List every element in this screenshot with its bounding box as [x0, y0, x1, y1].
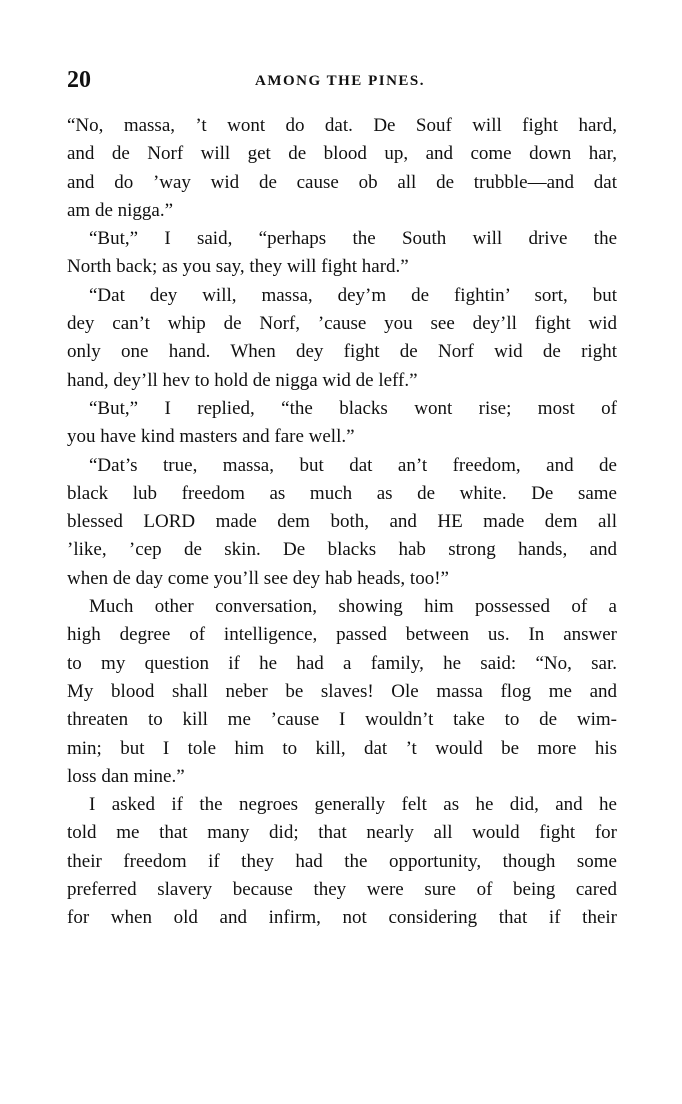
text-line: “No, massa, ’t wont do dat. De Souf will fight hard,: [67, 115, 617, 136]
text-line: My blood shall neber be slaves! Ole massa flog me and: [67, 680, 617, 702]
text-line: “Dat’s true, massa, but dat an’t freedom, and de: [89, 454, 617, 476]
text-line: blessed LORD made dem both, and HE made dem all: [67, 511, 617, 533]
text-line: min; but I tole him to kill, dat ’t would be more his: [67, 737, 617, 759]
text-line: Much other conversation, showing him possessed of a: [89, 596, 617, 618]
text-line: am de nigga.”: [67, 199, 174, 221]
text-line: and do ’way wid de cause ob all de trubble—and dat: [67, 171, 617, 193]
text-line: I asked if the negroes generally felt as he did, and he: [89, 794, 617, 816]
text-line: you have kind masters and fare well.”: [67, 426, 355, 448]
text-line: black lub freedom as much as de white. De same: [67, 482, 617, 504]
text-line: only one hand. When dey fight de Norf wid de right: [67, 341, 617, 363]
text-line: hand, dey’ll hev to hold de nigga wid de leff.”: [67, 369, 418, 391]
text-line: and de Norf will get de blood up, and come down har,: [67, 143, 617, 165]
text-line: “But,” I replied, “the blacks wont rise; most of: [89, 397, 617, 419]
text-line: their freedom if they had the opportunity, though some: [67, 850, 617, 872]
page-number: 20: [67, 67, 91, 93]
text-line: loss dan mine.”: [67, 765, 185, 787]
text-line: preferred slavery because they were sure of being cared: [67, 879, 617, 901]
text-line: dey can’t whip de Norf, ’cause you see dey’ll fight wid: [67, 313, 617, 335]
text-line: “Dat dey will, massa, dey’m de fightin’ sort, but: [89, 284, 617, 306]
text-line: threaten to kill me ’cause I wouldn’t take to de wim-: [67, 709, 617, 731]
text-line: when de day come you’ll see dey hab heads, too!”: [67, 567, 449, 589]
text-line: told me that many did; that nearly all would fight for: [67, 822, 617, 844]
text-line: North back; as you say, they will fight hard.”: [67, 256, 409, 278]
text-line: ’like, ’cep de skin. De blacks hab strong hands, and: [67, 539, 617, 561]
body-text: [67, 112, 617, 933]
text-line: for when old and infirm, not considering that if their: [67, 907, 617, 929]
text-line: to my question if he had a family, he said: “No, sar.: [67, 652, 617, 674]
running-head: [67, 64, 617, 96]
text-line: high degree of intelligence, passed between us. In answer: [67, 624, 617, 646]
running-title: AMONG THE PINES.: [255, 73, 425, 89]
text-line: “But,” I said, “perhaps the South will drive the: [89, 228, 617, 250]
